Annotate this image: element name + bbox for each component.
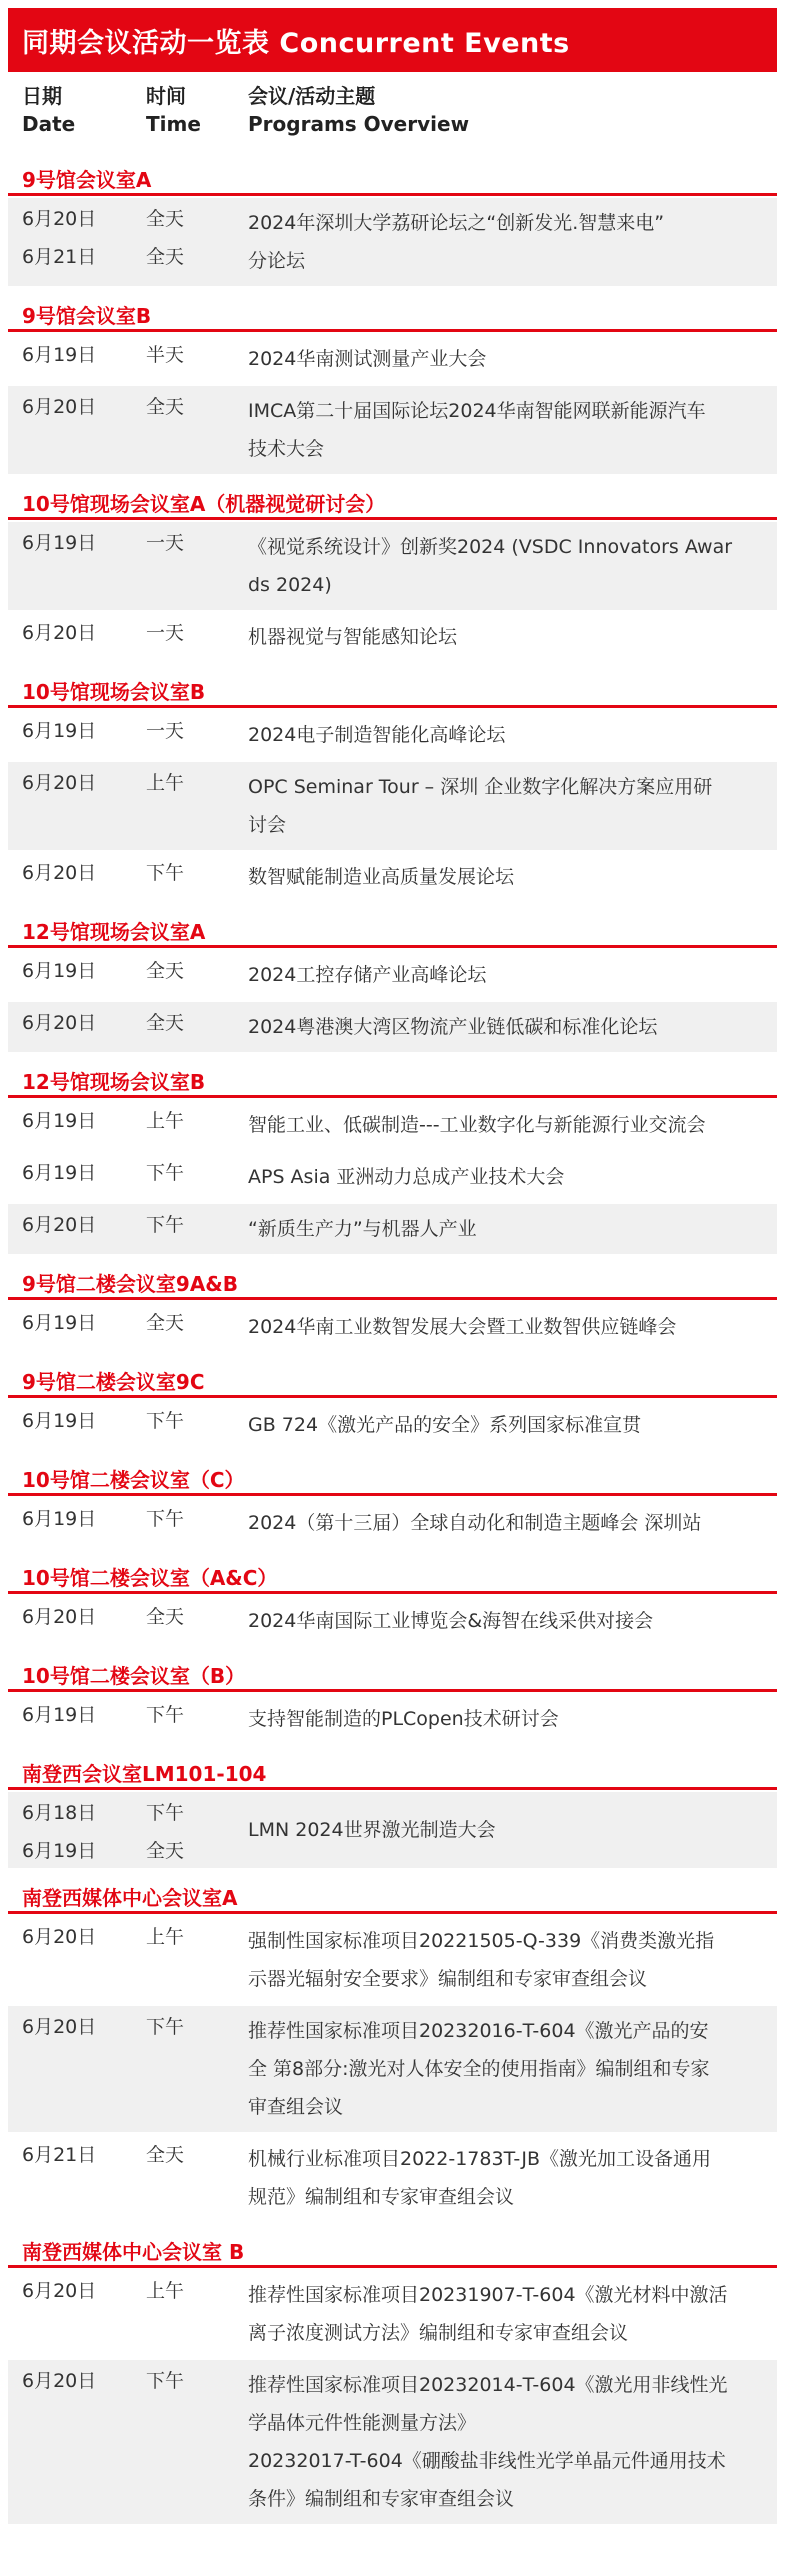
program-text: 技术大会 xyxy=(248,438,325,460)
event-date: 6月19日 xyxy=(22,1109,97,1132)
column-time-cn: 时间 xyxy=(146,84,186,108)
event-date: 6月19日 xyxy=(22,1839,97,1862)
program-text: 2024华南测试测量产业大会 xyxy=(248,348,487,370)
event-program xyxy=(248,1302,777,1352)
program-text: ds 2024) xyxy=(248,574,332,596)
event-date-time xyxy=(8,1302,248,1352)
event-time: 下午 xyxy=(146,1507,185,1530)
date-time-line xyxy=(8,1400,248,1438)
event-row xyxy=(8,1400,777,1450)
event-row xyxy=(8,522,777,610)
event-time: 全天 xyxy=(146,1839,185,1862)
program-text: 审查组会议 xyxy=(248,2096,344,2118)
event-row xyxy=(8,762,777,850)
date-time-line xyxy=(8,1204,248,1242)
event-date: 6月20日 xyxy=(22,861,97,884)
venue-title: 9号馆会议室A xyxy=(8,164,777,196)
event-row xyxy=(8,612,777,662)
date-time-line xyxy=(8,386,248,424)
event-date-time xyxy=(8,1100,248,1150)
event-time: 上午 xyxy=(146,2279,185,2302)
program-text: 学晶体元件性能测量方法》 xyxy=(248,2412,477,2434)
event-date-time xyxy=(8,612,248,662)
event-row xyxy=(8,386,777,474)
event-program xyxy=(248,2360,777,2524)
program-text: 机器视觉与智能感知论坛 xyxy=(248,626,458,648)
event-date: 6月19日 xyxy=(22,1703,97,1726)
event-date: 6月20日 xyxy=(22,1011,97,1034)
date-time-line xyxy=(8,710,248,748)
event-time: 下午 xyxy=(146,861,185,884)
event-time: 上午 xyxy=(146,1925,185,1948)
event-time: 下午 xyxy=(146,2015,185,2038)
program-text: 机械行业标准项目2022-1783T-JB《激光加工设备通用 xyxy=(248,2148,711,2170)
column-time-en: Time xyxy=(146,112,201,136)
column-time xyxy=(146,82,248,152)
event-time: 一天 xyxy=(146,531,185,554)
event-date: 6月20日 xyxy=(22,771,97,794)
date-time-line xyxy=(8,2134,248,2172)
program-text: 推荐性国家标准项目20231907-T-604《激光材料中激活 xyxy=(248,2284,728,2306)
event-time: 全天 xyxy=(146,207,185,230)
event-date: 6月19日 xyxy=(22,1507,97,1530)
venue-title: 10号馆现场会议室A（机器视觉研讨会） xyxy=(8,488,777,520)
program-text: OPC Seminar Tour – 深圳 企业数字化解决方案应用研 xyxy=(248,776,713,798)
venue-title: 10号馆二楼会议室（C） xyxy=(8,1464,777,1496)
event-row xyxy=(8,1792,777,1868)
venue-section xyxy=(8,300,777,474)
venue-section xyxy=(8,1562,777,1646)
venue-section xyxy=(8,2236,777,2524)
program-text: 数智赋能制造业高质量发展论坛 xyxy=(248,866,515,888)
event-row xyxy=(8,2360,777,2524)
event-date-time xyxy=(8,2134,248,2222)
program-text: 离子浓度测试方法》编制组和专家审查组会议 xyxy=(248,2322,629,2344)
program-text: 全 第8部分:激光对人体安全的使用指南》编制组和专家 xyxy=(248,2058,710,2080)
venue-title: 9号馆二楼会议室9A&B xyxy=(8,1268,777,1300)
event-date-time xyxy=(8,1916,248,2004)
event-time: 全天 xyxy=(146,1605,185,1628)
venue-section xyxy=(8,1464,777,1548)
program-text: 分论坛 xyxy=(248,250,306,272)
date-time-line xyxy=(8,1498,248,1536)
event-row xyxy=(8,710,777,760)
date-time-line xyxy=(8,1302,248,1340)
event-row xyxy=(8,1002,777,1052)
event-date-time xyxy=(8,2270,248,2358)
date-time-line xyxy=(8,1916,248,1954)
program-text: 条件》编制组和专家审查组会议 xyxy=(248,2488,515,2510)
event-row xyxy=(8,1152,777,1202)
event-date-time xyxy=(8,2006,248,2132)
event-program xyxy=(248,198,777,286)
date-time-line xyxy=(8,1694,248,1732)
venue-title: 南登西媒体中心会议室 B xyxy=(8,2236,777,2268)
event-program xyxy=(248,1152,777,1202)
event-program xyxy=(248,710,777,760)
event-time: 下午 xyxy=(146,2369,185,2392)
program-text: 2024年深圳大学荔研论坛之“创新发光.智慧来电” xyxy=(248,212,665,234)
venue-section xyxy=(8,1268,777,1352)
event-date: 6月20日 xyxy=(22,207,97,230)
program-text: 支持智能制造的PLCopen技术研讨会 xyxy=(248,1708,559,1730)
event-date-time xyxy=(8,1152,248,1202)
event-time: 下午 xyxy=(146,1161,185,1184)
venue-title: 12号馆现场会议室A xyxy=(8,916,777,948)
event-program xyxy=(248,2270,777,2358)
event-time: 半天 xyxy=(146,343,185,366)
event-date: 6月20日 xyxy=(22,2015,97,2038)
event-date: 6月21日 xyxy=(22,2143,97,2166)
event-program xyxy=(248,1694,777,1744)
program-text: APS Asia 亚洲动力总成产业技术大会 xyxy=(248,1166,565,1188)
event-row xyxy=(8,1596,777,1646)
event-program xyxy=(248,1596,777,1646)
venue-title: 南登西会议室LM101-104 xyxy=(8,1758,777,1790)
column-headers xyxy=(8,82,777,152)
program-text: 2024（第十三届）全球自动化和制造主题峰会 深圳站 xyxy=(248,1512,702,1534)
event-date: 6月19日 xyxy=(22,343,97,366)
date-time-line xyxy=(8,762,248,800)
event-time: 一天 xyxy=(146,719,185,742)
event-program xyxy=(248,1204,777,1254)
event-time: 上午 xyxy=(146,771,185,794)
event-program xyxy=(248,522,777,610)
event-program xyxy=(248,1498,777,1548)
date-time-line xyxy=(8,334,248,372)
venue-section xyxy=(8,1758,777,1868)
event-time: 下午 xyxy=(146,1801,185,1824)
date-time-line xyxy=(8,852,248,890)
event-row xyxy=(8,2270,777,2358)
venue-section xyxy=(8,1066,777,1254)
event-date: 6月20日 xyxy=(22,2369,97,2392)
event-program xyxy=(248,386,777,474)
date-time-line xyxy=(8,236,248,274)
date-time-line xyxy=(8,1100,248,1138)
event-program xyxy=(248,1916,777,2004)
event-program xyxy=(248,2134,777,2222)
event-time: 一天 xyxy=(146,621,185,644)
program-text: 示器光辐射安全要求》编制组和专家审查组会议 xyxy=(248,1968,648,1990)
venue-section xyxy=(8,1882,777,2222)
event-date-time xyxy=(8,1596,248,1646)
event-date-time xyxy=(8,852,248,902)
program-text: 智能工业、低碳制造---工业数字化与新能源行业交流会 xyxy=(248,1114,706,1136)
column-programs xyxy=(248,82,777,152)
event-date-time xyxy=(8,386,248,474)
event-time: 下午 xyxy=(146,1409,185,1432)
event-row xyxy=(8,1498,777,1548)
event-date: 6月20日 xyxy=(22,395,97,418)
event-date: 6月20日 xyxy=(22,1925,97,1948)
event-date-time xyxy=(8,1002,248,1052)
event-row xyxy=(8,950,777,1000)
program-text: IMCA第二十届国际论坛2024华南智能网联新能源汽车 xyxy=(248,400,706,422)
event-date-time xyxy=(8,1204,248,1254)
event-date-time xyxy=(8,198,248,286)
event-date-time xyxy=(8,2360,248,2524)
venue-section xyxy=(8,1366,777,1450)
event-program xyxy=(248,1002,777,1052)
event-program xyxy=(248,1100,777,1150)
program-text: 推荐性国家标准项目20232016-T-604《激光产品的安 xyxy=(248,2020,709,2042)
event-date: 6月19日 xyxy=(22,531,97,554)
event-row xyxy=(8,2134,777,2222)
venue-section xyxy=(8,164,777,286)
venue-title: 9号馆会议室B xyxy=(8,300,777,332)
event-program xyxy=(248,2006,777,2132)
venue-title: 9号馆二楼会议室9C xyxy=(8,1366,777,1398)
program-text: 《视觉系统设计》创新奖2024 (VSDC Innovators Awar xyxy=(248,536,733,558)
event-row xyxy=(8,1302,777,1352)
event-time: 全天 xyxy=(146,245,185,268)
event-time: 全天 xyxy=(146,959,185,982)
event-row xyxy=(8,1916,777,2004)
date-time-line xyxy=(8,612,248,650)
event-row xyxy=(8,198,777,286)
event-date: 6月20日 xyxy=(22,2279,97,2302)
date-time-line xyxy=(8,1002,248,1040)
column-date-en: Date xyxy=(22,112,76,136)
header-bar xyxy=(8,8,777,72)
event-date: 6月19日 xyxy=(22,719,97,742)
event-date-time xyxy=(8,950,248,1000)
event-date-time xyxy=(8,1498,248,1548)
event-date-time xyxy=(8,1694,248,1744)
program-text: 2024电子制造智能化高峰论坛 xyxy=(248,724,506,746)
program-text: LMN 2024世界激光制造大会 xyxy=(248,1819,496,1841)
program-text: 规范》编制组和专家审查组会议 xyxy=(248,2186,515,2208)
event-date-time xyxy=(8,1792,248,1868)
program-text: 2024华南国际工业博览会&海智在线采供对接会 xyxy=(248,1610,654,1632)
event-program xyxy=(248,950,777,1000)
venue-title: 10号馆现场会议室B xyxy=(8,676,777,708)
event-row xyxy=(8,852,777,902)
event-date: 6月19日 xyxy=(22,1311,97,1334)
venue-title: 10号馆二楼会议室（B） xyxy=(8,1660,777,1692)
venue-section xyxy=(8,916,777,1052)
venue-title: 10号馆二楼会议室（A&C） xyxy=(8,1562,777,1594)
date-time-line xyxy=(8,198,248,236)
event-time: 下午 xyxy=(146,1213,185,1236)
date-time-line xyxy=(8,2270,248,2308)
column-date xyxy=(8,82,146,152)
event-program xyxy=(248,1400,777,1450)
event-date: 6月20日 xyxy=(22,621,97,644)
event-row xyxy=(8,2006,777,2132)
event-row xyxy=(8,1204,777,1254)
column-date-cn: 日期 xyxy=(22,84,62,108)
date-time-line xyxy=(8,1792,248,1830)
date-time-line xyxy=(8,522,248,560)
event-date: 6月18日 xyxy=(22,1801,97,1824)
venue-title: 南登西媒体中心会议室A xyxy=(8,1882,777,1914)
date-time-line xyxy=(8,1152,248,1190)
date-time-line xyxy=(8,1596,248,1634)
event-program xyxy=(248,852,777,902)
event-date-time xyxy=(8,334,248,384)
date-time-line xyxy=(8,2006,248,2044)
event-time: 全天 xyxy=(146,395,185,418)
event-row xyxy=(8,1100,777,1150)
event-program xyxy=(248,762,777,850)
program-text: 2024工控存储产业高峰论坛 xyxy=(248,964,487,986)
event-program xyxy=(248,1792,777,1868)
event-time: 上午 xyxy=(146,1109,185,1132)
date-time-line xyxy=(8,950,248,988)
event-date: 6月19日 xyxy=(22,1161,97,1184)
event-time: 全天 xyxy=(146,1311,185,1334)
event-date-time xyxy=(8,1400,248,1450)
event-program xyxy=(248,334,777,384)
event-time: 全天 xyxy=(146,1011,185,1034)
column-programs-cn: 会议/活动主题 xyxy=(248,84,376,108)
venue-section xyxy=(8,676,777,902)
event-date-time xyxy=(8,710,248,760)
event-date-time xyxy=(8,762,248,850)
program-text: 2024华南工业数智发展大会暨工业数智供应链峰会 xyxy=(248,1316,677,1338)
program-text: 2024粤港澳大湾区物流产业链低碳和标准化论坛 xyxy=(248,1016,658,1038)
event-program xyxy=(248,612,777,662)
program-text: 20232017-T-604《硼酸盐非线性光学单晶元件通用技术 xyxy=(248,2450,726,2472)
event-date: 6月19日 xyxy=(22,1409,97,1432)
date-time-line xyxy=(8,2360,248,2398)
event-row xyxy=(8,334,777,384)
event-time: 全天 xyxy=(146,2143,185,2166)
page-title: 同期会议活动一览表 Concurrent Events xyxy=(22,27,570,59)
venue-title: 12号馆现场会议室B xyxy=(8,1066,777,1098)
column-programs-en: Programs Overview xyxy=(248,112,470,136)
event-time: 下午 xyxy=(146,1703,185,1726)
schedule-list xyxy=(8,150,777,2524)
event-date-time xyxy=(8,522,248,610)
venue-section xyxy=(8,488,777,662)
program-text: 讨会 xyxy=(248,814,287,836)
event-date: 6月20日 xyxy=(22,1605,97,1628)
event-date: 6月19日 xyxy=(22,959,97,982)
venue-section xyxy=(8,1660,777,1744)
program-text: GB 724《激光产品的安全》系列国家标准宣贯 xyxy=(248,1414,642,1436)
program-text: “新质生产力”与机器人产业 xyxy=(248,1218,477,1240)
event-date: 6月20日 xyxy=(22,1213,97,1236)
event-row xyxy=(8,1694,777,1744)
event-date: 6月21日 xyxy=(22,245,97,268)
date-time-line xyxy=(8,1830,248,1868)
program-text: 推荐性国家标准项目20232014-T-604《激光用非线性光 xyxy=(248,2374,728,2396)
program-text: 强制性国家标准项目20221505-Q-339《消费类激光指 xyxy=(248,1930,715,1952)
